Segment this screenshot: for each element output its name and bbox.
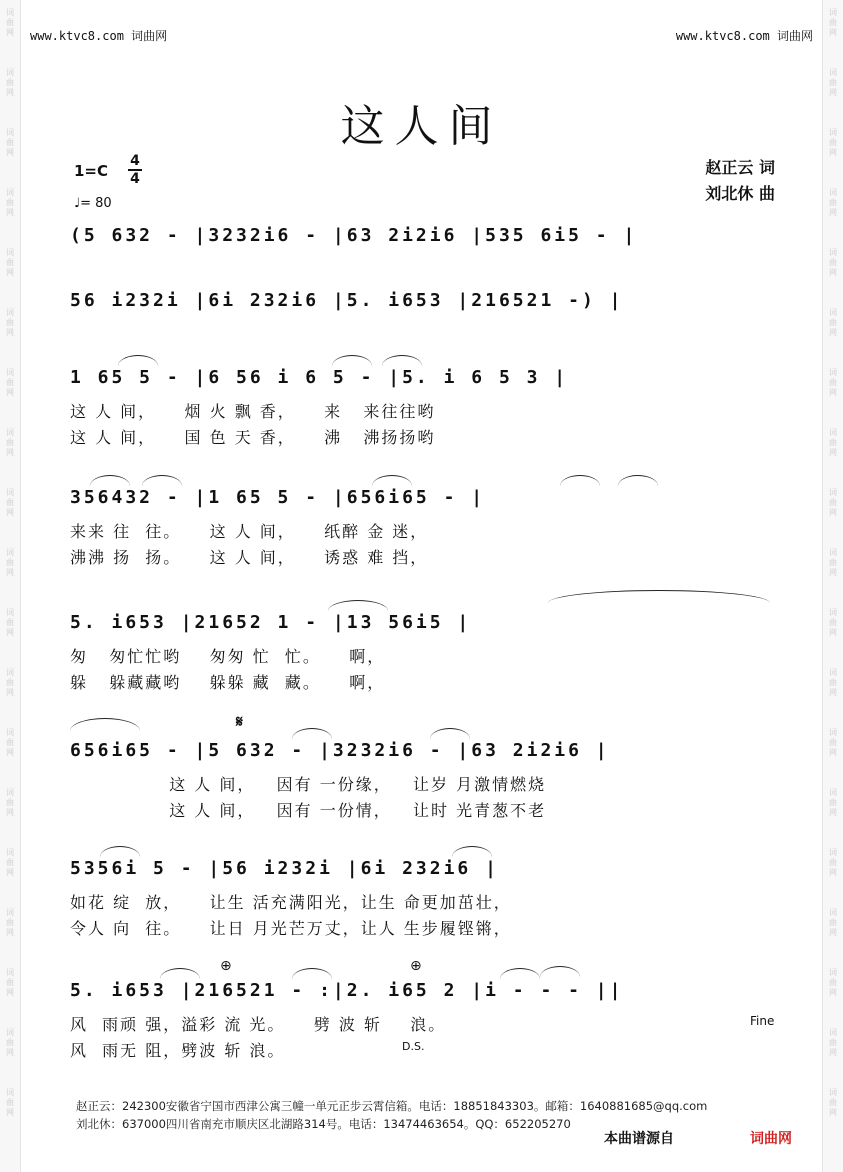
slur-mark (90, 475, 130, 486)
tempo-value: = 80 (80, 196, 112, 211)
watermark-text: 词 曲 网 (6, 1028, 14, 1057)
site-url-left[interactable]: www.ktvc8.com 词曲网 (30, 29, 168, 43)
ds-marking: D.S. (402, 1040, 425, 1053)
slur-mark (618, 475, 658, 486)
watermark-text: 词 曲 网 (6, 548, 14, 577)
time-signature-bottom: 4 (130, 171, 140, 187)
key-signature: 1=C (74, 162, 109, 180)
watermark-text: 词 曲 网 (829, 248, 837, 277)
slur-mark (328, 600, 388, 611)
watermark-text: 词 曲 网 (6, 488, 14, 517)
lyricist-contact: 赵正云：242300安徽省宁国市西津公寓三幢一单元正步云霄信箱。电话：18851843303。邮箱：1640881685@qq.com (76, 1099, 708, 1113)
notes-line: 656i65 - |5 632 - |3232i6 - |63 2i2i6 | (70, 740, 610, 761)
watermark-text: 词 曲 网 (6, 68, 14, 97)
slur-mark (452, 846, 492, 857)
watermark-text: 词 曲 网 (829, 908, 837, 937)
watermark-text: 词 曲 网 (829, 8, 837, 37)
tie-mark (70, 718, 140, 731)
watermark-text: 词 曲 网 (6, 8, 14, 37)
watermark-text: 词 曲 网 (6, 848, 14, 877)
coda-sign: ⊕ (410, 958, 422, 974)
notes-line: 356432 - |1 65 5 - |656i65 - | (70, 487, 486, 508)
composer-credit: 刘北休 曲 (705, 184, 775, 203)
lyric-verse-2: 沸沸 扬 扬。 这 人 间， 诱惑 难 挡， (70, 548, 429, 567)
time-signature-top: 4 (130, 153, 140, 169)
watermark-text: 词 曲 网 (829, 1028, 837, 1057)
slur-mark (382, 355, 422, 366)
watermark-text: 词 曲 网 (829, 668, 837, 697)
lyric-verse-1: 来来 往 往。 这 人 间， 纸醉 金 迷， (70, 522, 429, 541)
watermark-text: 词 曲 网 (6, 188, 14, 217)
watermark-text: 词 曲 网 (6, 608, 14, 637)
watermark-text: 词 曲 网 (829, 548, 837, 577)
watermark-text: 词 曲 网 (6, 908, 14, 937)
watermark-text: 词 曲 网 (829, 428, 837, 457)
watermark-text: 词 曲 网 (6, 308, 14, 337)
left-watermark-strip (0, 0, 21, 1172)
watermark-text: 词 曲 网 (6, 248, 14, 277)
slur-mark (332, 355, 372, 366)
fine-marking: Fine (750, 1014, 775, 1028)
watermark-text: 词 曲 网 (829, 68, 837, 97)
segno-sign: 𝄋 (236, 712, 243, 731)
slur-mark (430, 728, 470, 739)
quarter-note-icon: ♩ (74, 196, 81, 211)
time-signature (128, 154, 142, 186)
watermark-text: 词 曲 网 (6, 128, 14, 157)
notes-line: (5 632 - |3232i6 - |63 2i2i6 |535 6i5 - | (70, 225, 638, 246)
lyric-verse-2: 这 人 间， 国 色 天 香， 沸 沸扬扬哟 (70, 428, 436, 447)
watermark-text: 词 曲 网 (829, 848, 837, 877)
lyric-verse-1: 如花 绽 放， 让生 活充满阳光，让生 命更加茁壮， (70, 893, 512, 912)
watermark-text: 词 曲 网 (6, 728, 14, 757)
lyric-verse-1: 这 人 间， 因有 一份缘， 让岁 月激情燃烧 (70, 775, 547, 794)
lyricist-credit: 赵正云 词 (705, 158, 775, 177)
song-title: 这人间 (340, 101, 503, 152)
site-url-right[interactable]: www.ktvc8.com 词曲网 (675, 29, 813, 43)
source-label: 本曲谱源自 (604, 1131, 674, 1147)
tempo-marking (74, 196, 112, 211)
notes-line: 5. i653 |216521 - :|2. i65 2 |i - - - || (70, 980, 624, 1001)
watermark-text: 词 曲 网 (6, 788, 14, 817)
notes-line: 56 i232i |6i 232i6 |5. i653 |216521 -) | (70, 290, 624, 311)
slur-mark (292, 728, 332, 739)
slur-mark (372, 475, 412, 486)
coda-sign: ⊕ (220, 958, 232, 974)
right-watermark-strip (822, 0, 843, 1172)
watermark-text: 词 曲 网 (829, 128, 837, 157)
notes-line: 1 65 5 - |6 56 i 6 5 - |5. i 6 5 3 | (70, 367, 569, 388)
watermark-text: 词 曲 网 (829, 488, 837, 517)
lyric-verse-2: 这 人 间， 因有 一份情， 让时 光青葱不老 (70, 801, 547, 820)
slur-mark (100, 846, 140, 857)
watermark-text: 词 曲 网 (6, 368, 14, 397)
lyric-verse-2: 风 雨无 阻，劈波 斩 浪。 (70, 1041, 286, 1060)
watermark-text: 词 曲 网 (829, 188, 837, 217)
slur-mark (540, 966, 580, 977)
watermark-text: 词 曲 网 (6, 1088, 14, 1117)
composer-contact: 刘北休：637000四川省南充市顺庆区北湖路314号。电话：13474463654。QQ：652205270 (76, 1117, 571, 1131)
lyric-verse-2: 令人 向 往。 让日 月光芒万丈，让人 生步履铿锵， (70, 919, 512, 938)
lyric-verse-1: 风 雨顽 强，溢彩 流 光。 劈 波 斩 浪。 (70, 1015, 447, 1034)
watermark-text: 词 曲 网 (829, 368, 837, 397)
watermark-text: 词 曲 网 (829, 1088, 837, 1117)
watermark-text: 词 曲 网 (829, 308, 837, 337)
watermark-text: 词 曲 网 (6, 428, 14, 457)
watermark-text: 词 曲 网 (829, 608, 837, 637)
notes-line: 5356i 5 - |56 i232i |6i 232i6 | (70, 858, 499, 879)
watermark-text: 词 曲 网 (829, 728, 837, 757)
source-site-link[interactable]: 词曲网 (750, 1131, 792, 1147)
lyric-verse-2: 躲 躲藏藏哟 躲躲 藏 藏。 啊， (70, 673, 386, 692)
notes-line: 5. i653 |21652 1 - |13 56i5 | (70, 612, 472, 633)
watermark-text: 词 曲 网 (6, 668, 14, 697)
slur-mark (292, 968, 332, 979)
watermark-text: 词 曲 网 (829, 968, 837, 997)
tie-mark (548, 590, 770, 603)
lyric-verse-1: 这 人 间， 烟 火 飘 香， 来 来往往哟 (70, 402, 436, 421)
slur-mark (160, 968, 200, 979)
slur-mark (500, 968, 540, 979)
slur-mark (118, 355, 158, 366)
lyric-verse-1: 匆 匆忙忙哟 匆匆 忙 忙。 啊， (70, 647, 386, 666)
watermark-text: 词 曲 网 (829, 788, 837, 817)
watermark-text: 词 曲 网 (6, 968, 14, 997)
slur-mark (142, 475, 182, 486)
slur-mark (560, 475, 600, 486)
